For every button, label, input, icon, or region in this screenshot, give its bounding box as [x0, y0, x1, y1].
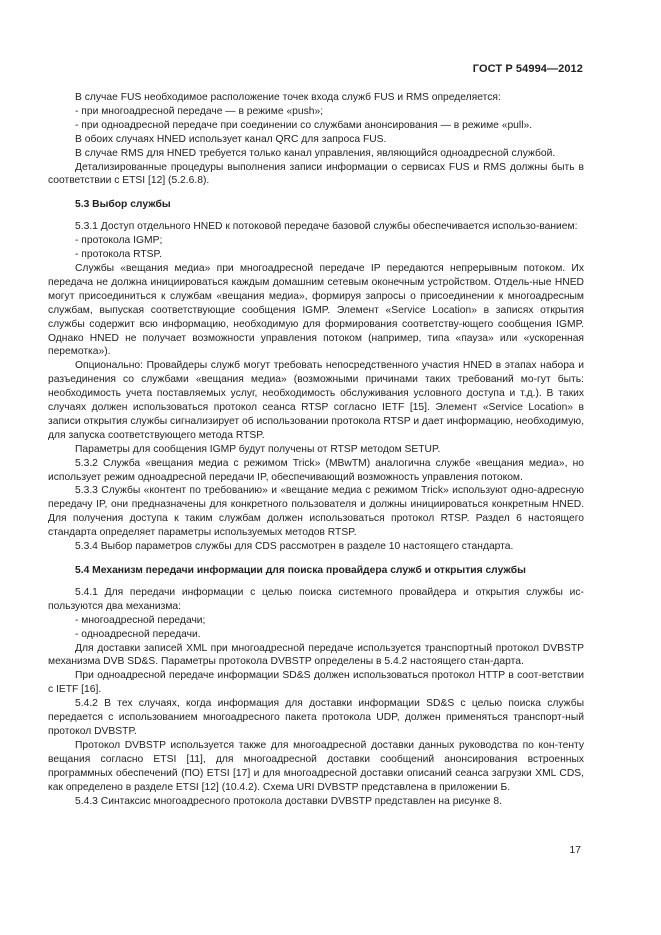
list-item: - протокола RTSP.	[75, 249, 162, 261]
section-heading-5-4: 5.4 Механизм передачи информации для поиска провайдера служб и открытия службы	[75, 565, 526, 576]
paragraph: Службы «вещания медиа» при многоадресной передаче IP передаются непрерывным потоком. Их передача не должна инициироваться каждым домашним сетевым оконечным устройством. Отдель-ные HNED могут присоединиться к службам «вещания медиа», формируя запросы о присоединении к многоадресным службам, выпуская соответствующие сообщения IGMP. Элемент «Service Location» в записях открытия службы содержит всю информацию, необходимую для формирования соответству-ющего сообщения IGMP. Однако HNED не получает возможности управления потоком (например, типа «пауза» или «ускоренная перемотка»).	[48, 262, 584, 358]
standard-number: ГОСТ Р 54994—2012	[472, 63, 583, 75]
paragraph: 5.3.2 Служба «вещания медиа с режимом Trick» (MBwTM) аналогична службе «вещания медиа», но использует режим одноадресной передачи IP, обеспечивающий возможность управления потоком.	[48, 457, 584, 483]
page-number: 17	[569, 845, 581, 856]
paragraph: При одноадресной передаче информации SD&S должен использоваться протокол HTTP в соот-ветствии с IETF [16].	[48, 670, 584, 696]
list-item: - при одноадресной передаче при соединении со службами анонсирования — в режиме «pull».	[75, 119, 533, 131]
paragraph: Детализированные процедуры выполнения записи информации о сервисах FUS и RMS должны быть в соответствии с ETSI [12] (5.2.6.8).	[48, 161, 584, 187]
paragraph: 5.4.2 В тех случаях, когда информация для доставки информации SD&S с целью поиска службы передается с использованием многоадресного пакета протокола UDP, должен применяться транспорт-ный протокол DVBSTP.	[48, 698, 584, 737]
document-body	[48, 91, 584, 808]
paragraph: 5.3.4 Выбор параметров службы для CDS рассмотрен в разделе 10 настоящего стандарта.	[75, 541, 514, 553]
section-heading-5-3: 5.3 Выбор службы	[75, 199, 171, 211]
paragraph: Опционально: Провайдеры служб могут требовать непосредственного участия HNED в этапах набора и разъединения со службами «вещания медиа» (возможными причинами таких требований мо-гут быть: необходимость учета поставляемых услуг, необходимость обслуживания условного доступа и т.д.). В таких случаях должен использоваться протокол сеанса RTSP согласно IETF [15]. Элемент «Service Location» в записи открытия службы сигнализирует об использовании протокола RTSP и дает информацию, необходимую, для запуска соответствующего метода RTSP.	[48, 360, 584, 441]
paragraph: 5.3.1 Доступ отдельного HNED к потоковой передаче базовой службы обеспечивается использо-ванием:	[75, 221, 578, 233]
paragraph: Параметры для сообщения IGMP будут получены от RTSP методом SETUP.	[75, 443, 441, 455]
paragraph: 5.4.1 Для передачи информации с целью поиска системного провайдера и открытия службы ис-пользуются два механизма:	[48, 586, 584, 612]
paragraph: В случае FUS необходимое расположение точек входа служб FUS и RMS определяется:	[75, 92, 501, 103]
paragraph: Протокол DVBSTP используется также для многоадресной доставки данных руководства по кон-тенту вещания согласно ETSI [11], для многоадресной доставки сообщений анонсирования встроенных программных обеспечений (ПО) ETSI [17] и для многоадресной доставки описаний сеанса загрузки XML CDS, как определено в разделе ETSI [12] (10.4.2). Схема URI DVBSTP представлена в приложении Б.	[48, 739, 584, 793]
list-item: - многоадресной передачи;	[75, 614, 206, 626]
list-item: - при многоадресной передаче — в режиме «push»;	[75, 105, 324, 117]
list-item: - протокола IGMP;	[75, 235, 163, 247]
paragraph: В обоих случаях HNED использует канал QRC для запроса FUS.	[75, 133, 387, 145]
paragraph: 5.4.3 Синтаксис многоадресного протокола доставки DVBSTP представлен на рисунке 8.	[75, 795, 502, 807]
paragraph: 5.3.3 Службы «контент по требованию» и «вещание медиа с режимом Trick» используют одно-адресную передачу IP, они предназначены для конкретного пользователя и должны инициироваться конкретным HNED. Для получения доступа к таким службам должен использоваться протокол RTSP. Раздел 6 настоящего стандарта определяет параметры используемых методов RTSP.	[48, 485, 584, 539]
paragraph: В случае RMS для HNED требуется только канал управления, являющийся одноадресной службой.	[75, 147, 556, 159]
list-item: - одноадресной передачи.	[75, 628, 201, 640]
paragraph: Для доставки записей XML при многоадресной передаче используется транспортный протокол DVBSTP механизма DVB SD&S. Параметры протокола DVBSTP определены в 5.4.2 настоящего стан-дарта.	[48, 642, 584, 668]
